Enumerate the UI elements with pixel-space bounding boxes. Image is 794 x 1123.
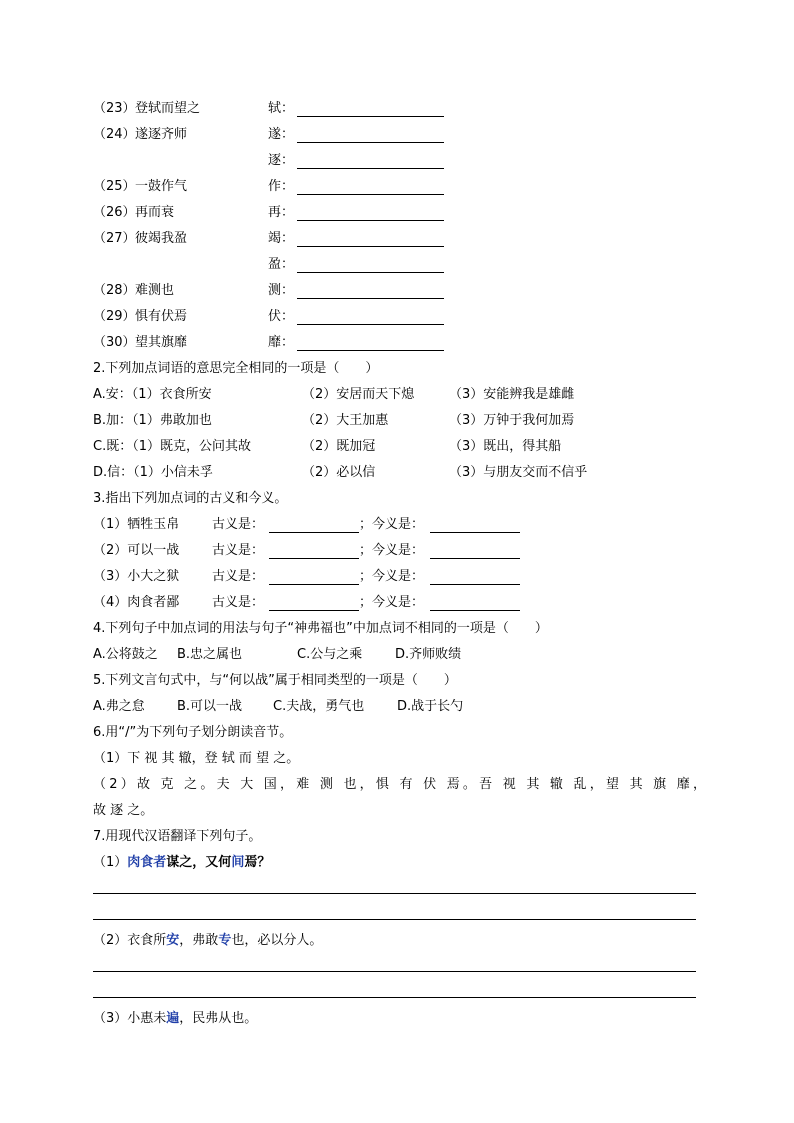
answer-line[interactable] [93, 893, 696, 894]
q2-option-c: （3）安能辨我是雄雌 [449, 387, 575, 402]
vocab-char: 再： [268, 205, 295, 220]
q7-s2-middle: ，弗敢 [179, 933, 219, 948]
q7-s2-suffix: 也，必以分人。 [231, 933, 323, 948]
vocab-row [93, 230, 453, 248]
vocab-phrase: 登轼而望之 [135, 101, 201, 116]
q3-item-row [93, 516, 533, 534]
vocab-number: （25） [93, 179, 136, 194]
vocab-row [93, 100, 453, 118]
q2-option-c: （3）既出，得其船 [449, 439, 562, 454]
vocab-char: 竭： [268, 231, 295, 246]
q5-title: 5.下列文言句式中，与“何以战”属于相同类型的一项是（ ） [93, 673, 457, 688]
answer-line[interactable] [93, 997, 696, 998]
vocab-row [93, 256, 453, 274]
q7-s2-prefix: （2）衣食所 [93, 933, 167, 948]
vocab-number: （23） [93, 101, 136, 116]
q2-title: 2.下列加点词语的意思完全相同的一项是（ ） [93, 361, 379, 376]
q2-option-a: A.安：（1）衣食所安 [93, 387, 212, 402]
q5-option-b[interactable]: B.可以一战 [177, 699, 243, 714]
q3-ancient-label: 古义是： [212, 543, 265, 558]
q7-s1-keyword-2: 间 [231, 855, 245, 870]
q3-ancient-label: 古义是： [212, 517, 265, 532]
q7-sentence-1 [93, 854, 270, 872]
q7-sentence-3 [93, 1010, 257, 1028]
q2-option-b: （2）大王加惠 [302, 413, 389, 428]
q7-title: 7.用现代汉语翻译下列句子。 [93, 829, 262, 844]
q3-modern-label: ；今义是： [359, 543, 425, 558]
q2-option-c: （3）与朋友交而不信乎 [449, 465, 588, 480]
q7-sentence-2 [93, 932, 322, 950]
vocab-row [93, 204, 453, 222]
q2-option-c: （3）万钟于我何加焉 [449, 413, 575, 428]
vocab-row [93, 178, 453, 196]
vocab-number: （30） [93, 335, 136, 350]
q2-option-a: C.既：（1）既克，公问其故 [93, 439, 251, 454]
answer-blank[interactable] [297, 152, 444, 169]
q3-modern-label: ；今义是： [359, 595, 425, 610]
q3-item-label: （2）可以一战 [93, 543, 180, 558]
q7-s2-keyword-1: 安 [166, 933, 180, 948]
q4-title: 4.下列句子中加点词的用法与句子“神弗福也”中加点词不相同的一项是（ ） [93, 621, 548, 636]
q6-line2: （2）故 克 之。夫 大 国，难 测 也，惧 有 伏 焉。吾 视 其 辙 乱，望 其 旗 靡， [93, 777, 706, 792]
q6-line3: 故 逐 之。 [93, 803, 154, 818]
q3-item-label: （3）小大之狱 [93, 569, 180, 584]
q7-s1-prefix: （1） [93, 855, 128, 870]
q4-option-d[interactable]: D.齐师败绩 [395, 647, 462, 662]
q7-s3-keyword-1: 遍 [166, 1011, 180, 1026]
q3-modern-label: ；今义是： [359, 517, 425, 532]
q2-option-row[interactable] [93, 386, 653, 404]
q3-item-row [93, 594, 533, 612]
q4-option-b[interactable]: B.忠之属也 [177, 647, 243, 662]
vocab-char: 轼： [268, 101, 295, 116]
vocab-char: 测： [268, 283, 295, 298]
q2-option-a: B.加：（1）弗敢加也 [93, 413, 212, 428]
answer-line[interactable] [93, 971, 696, 972]
vocab-row [93, 126, 453, 144]
answer-blank[interactable] [297, 334, 444, 351]
answer-blank[interactable] [297, 282, 444, 299]
q3-item-row [93, 542, 533, 560]
q3-item-label: （1）牺牲玉帛 [93, 517, 180, 532]
vocab-number: （28） [93, 283, 136, 298]
vocab-row [93, 282, 453, 300]
vocab-char: 逐： [268, 153, 295, 168]
q2-option-row[interactable] [93, 464, 653, 482]
vocab-char: 盈： [268, 257, 295, 272]
answer-blank[interactable] [297, 126, 444, 143]
vocab-phrase: 遂逐齐师 [135, 127, 188, 142]
q2-option-b: （2）安居而天下熄 [302, 387, 415, 402]
q5-option-a[interactable]: A.弗之怠 [93, 699, 145, 714]
answer-blank[interactable] [430, 542, 520, 559]
vocab-row [93, 308, 453, 326]
q3-ancient-label: 古义是： [212, 569, 265, 584]
q4-option-c[interactable]: C.公与之乘 [297, 647, 363, 662]
answer-blank[interactable] [430, 594, 520, 611]
q7-s3-suffix: ，民弗从也。 [179, 1011, 258, 1026]
vocab-char: 作： [268, 179, 295, 194]
q7-s1-middle: 谋之，又何 [166, 855, 232, 870]
answer-blank[interactable] [269, 594, 359, 611]
q7-s1-keyword-1: 肉食者 [127, 855, 167, 870]
q6-title: 6.用“/”为下列句子划分朗读音节。 [93, 725, 293, 740]
q3-item-label: （4）肉食者鄙 [93, 595, 180, 610]
q2-option-b: （2）既加冠 [302, 439, 376, 454]
vocab-phrase: 难测也 [135, 283, 175, 298]
vocab-row [93, 152, 453, 170]
q3-item-row [93, 568, 533, 586]
q4-option-a[interactable]: A.公将鼓之 [93, 647, 158, 662]
vocab-phrase: 再而衰 [135, 205, 175, 220]
q3-modern-label: ；今义是： [359, 569, 425, 584]
vocab-number: （27） [93, 231, 136, 246]
q5-option-d[interactable]: D.战于长勺 [397, 699, 464, 714]
answer-blank[interactable] [297, 308, 444, 325]
answer-blank[interactable] [297, 204, 444, 221]
q2-option-a: D.信：（1）小信未孚 [93, 465, 213, 480]
answer-line[interactable] [93, 919, 696, 920]
vocab-phrase: 一鼓作气 [135, 179, 188, 194]
vocab-char: 伏： [268, 309, 295, 324]
answer-blank[interactable] [430, 568, 520, 585]
answer-blank[interactable] [269, 542, 359, 559]
q3-title: 3.指出下列加点词的古义和今义。 [93, 491, 288, 506]
answer-blank[interactable] [269, 516, 359, 533]
q2-option-row[interactable] [93, 438, 653, 456]
answer-blank[interactable] [297, 100, 444, 117]
q7-s3-prefix: （3）小惠未 [93, 1011, 167, 1026]
q7-s2-keyword-2: 专 [218, 933, 232, 948]
answer-blank[interactable] [297, 256, 444, 273]
answer-blank[interactable] [297, 178, 444, 195]
answer-blank[interactable] [430, 516, 520, 533]
vocab-char: 遂： [268, 127, 295, 142]
answer-blank[interactable] [297, 230, 444, 247]
q6-line1: （1）下 视 其 辙，登 轼 而 望 之。 [93, 751, 300, 766]
vocab-number: （29） [93, 309, 136, 324]
vocab-number: （24） [93, 127, 136, 142]
q2-option-b: （2）必以信 [302, 465, 376, 480]
vocab-phrase: 惧有伏焉 [135, 309, 188, 324]
q3-ancient-label: 古义是： [212, 595, 265, 610]
vocab-row [93, 334, 453, 352]
vocab-number: （26） [93, 205, 136, 220]
q5-option-c[interactable]: C.夫战，勇气也 [273, 699, 365, 714]
vocab-phrase: 彼竭我盈 [135, 231, 188, 246]
q7-s1-suffix: 焉？ [244, 855, 271, 870]
vocab-phrase: 望其旗靡 [135, 335, 188, 350]
q2-option-row[interactable] [93, 412, 653, 430]
answer-blank[interactable] [269, 568, 359, 585]
vocab-char: 靡： [268, 335, 295, 350]
